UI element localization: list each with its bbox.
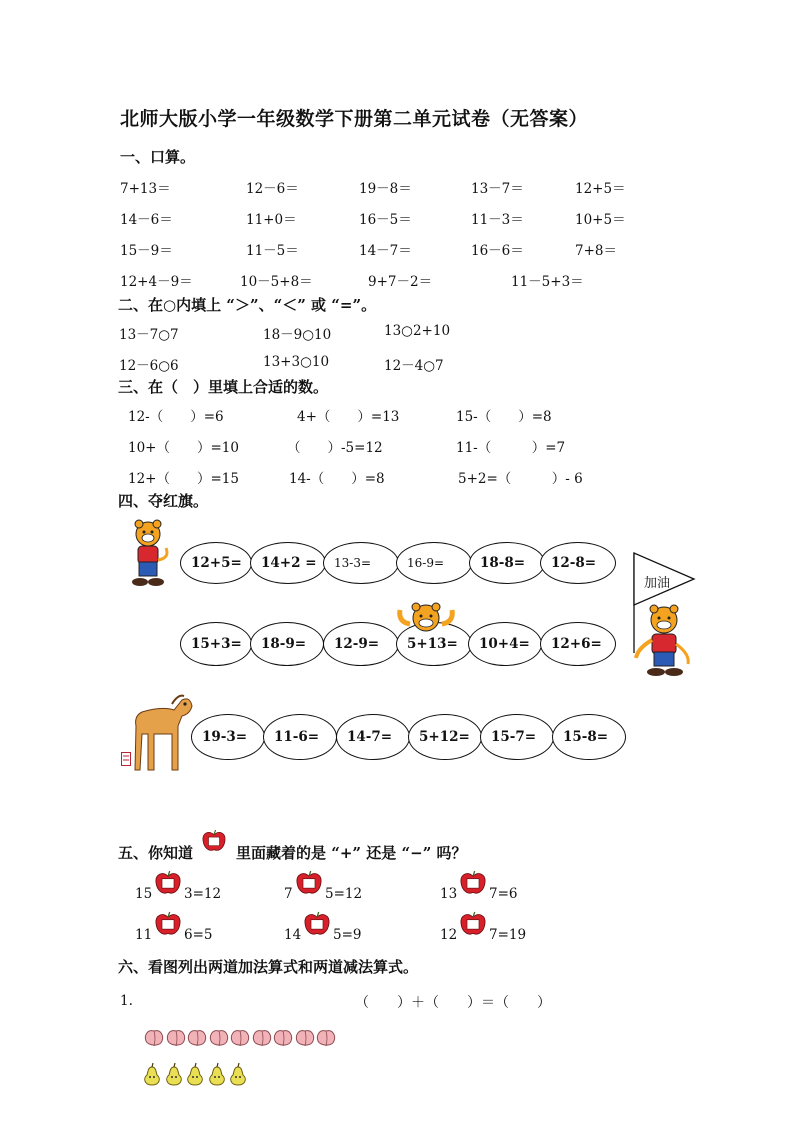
calc-item: 10+5＝ [575, 212, 626, 228]
apple-icon [304, 912, 330, 936]
calc-item: 11－3＝ [471, 212, 524, 228]
section-1-heading: 一、口算。 [120, 148, 196, 166]
page-title: 北师大版小学一年级数学下册第二单元试卷（无答案） [120, 108, 589, 130]
pear-icon [206, 1063, 228, 1087]
peach-icon [229, 1028, 251, 1048]
apple-icon [460, 912, 486, 936]
pear-icon [141, 1063, 163, 1087]
apple-icon [296, 871, 322, 895]
apple-eq-right: 3=12 [184, 886, 222, 902]
section-2-heading: 二、在○内填上 “＞”、“＜” 或 “=”。 [118, 296, 377, 314]
apple-eq-right: 5=12 [325, 886, 363, 902]
peach-icon [315, 1028, 337, 1048]
flag-oval: 11-6= [263, 714, 337, 760]
pear-icon [163, 1063, 185, 1087]
item-number: 1. [120, 993, 133, 1009]
tiger-illustration-left [126, 520, 174, 592]
apple-eq-left: 11 [135, 927, 153, 943]
compare-item: 12－4○7 [384, 358, 444, 374]
flag-oval: 16-9= [396, 542, 472, 584]
flag-oval: 15-7= [480, 714, 554, 760]
calc-item: 16－6＝ [471, 243, 524, 259]
section-6-heading: 六、看图列出两道加法算式和两道减法算式。 [118, 958, 419, 976]
compare-item: 18－9○10 [263, 327, 332, 343]
apple-icon [202, 830, 226, 852]
calc-item: 14－6＝ [120, 212, 173, 228]
peach-icon [294, 1028, 316, 1048]
flag-oval: 14+2 = [250, 542, 326, 584]
calc-item: 7+8＝ [575, 243, 617, 259]
peach-icon [143, 1028, 165, 1048]
apple-eq-left: 13 [440, 886, 458, 902]
flag-oval: 5+12= [408, 714, 482, 760]
equation-template: （ ）＋（ ）＝（ ） [355, 995, 551, 1011]
tiger-illustration-right [632, 604, 694, 682]
apple-icon [155, 912, 181, 936]
calc-item: 19－8＝ [359, 181, 412, 197]
calc-item: 11－5+3＝ [511, 274, 584, 290]
apple-eq-left: 14 [284, 927, 302, 943]
compare-item: 13－7○7 [119, 327, 179, 343]
apple-icon [155, 871, 181, 895]
section-4-heading: 四、夺红旗。 [118, 492, 209, 510]
fill-blank-item: 4+（ ）=13 [297, 409, 400, 425]
flag-oval: 19-3= [191, 714, 265, 760]
pear-icon [184, 1063, 206, 1087]
flag-oval: 13-3= [323, 542, 399, 584]
calc-item: 16－5＝ [359, 212, 412, 228]
calc-item: 12+5＝ [575, 181, 626, 197]
fill-blank-item: （ ）-5=12 [287, 440, 383, 456]
fill-blank-item: 10+（ ）=10 [128, 440, 239, 456]
fill-blank-item: 14-（ ）=8 [289, 471, 385, 487]
peach-icon [186, 1028, 208, 1048]
compare-item: 12－6○6 [119, 358, 179, 374]
calc-item: 10－5+8＝ [240, 274, 313, 290]
fill-blank-item: 5+2=（ ）- 6 [458, 471, 583, 487]
flag-oval: 12-8= [540, 542, 616, 584]
apple-eq-right: 7=6 [489, 886, 518, 902]
pear-icon [227, 1063, 249, 1087]
flag-oval: 15-8= [552, 714, 626, 760]
section-5-heading-pre: 五、你知道 [118, 844, 194, 862]
calc-item: 12+4－9＝ [120, 274, 193, 290]
fill-blank-item: 12+（ ）=15 [128, 471, 239, 487]
flag-oval: 15+3= [180, 622, 252, 666]
apple-eq-right: 5=9 [333, 927, 362, 943]
seal-stamp [121, 752, 131, 766]
flag-oval: 12+6= [540, 622, 616, 666]
calc-item: 7+13＝ [120, 181, 171, 197]
apple-icon [460, 871, 486, 895]
flag-oval: 5+13= [396, 622, 472, 666]
apple-eq-left: 15 [135, 886, 153, 902]
calc-item: 15－9＝ [120, 243, 173, 259]
apple-eq-right: 7=19 [489, 927, 527, 943]
peach-icon [251, 1028, 273, 1048]
flag-oval: 14-7= [336, 714, 410, 760]
section-3-heading: 三、在（ ）里填上合适的数。 [118, 378, 329, 396]
peach-icon [208, 1028, 230, 1048]
flag-text: 加油 [644, 576, 671, 591]
calc-item: 12－6＝ [246, 181, 299, 197]
apple-eq-left: 12 [440, 927, 458, 943]
apple-eq-left: 7 [284, 886, 293, 902]
calc-item: 13－7＝ [471, 181, 524, 197]
section-5-heading-post: 里面藏着的是 “+” 还是 “−” 吗？ [236, 844, 467, 862]
apple-eq-right: 6=5 [184, 927, 213, 943]
calc-item: 9+7－2＝ [368, 274, 433, 290]
calc-item: 11－5＝ [246, 243, 299, 259]
flag-oval: 12+5= [180, 542, 252, 584]
fill-blank-item: 15-（ ）=8 [456, 409, 552, 425]
tiger-illustration-middle [396, 602, 456, 642]
flag-oval: 18-9= [250, 622, 324, 666]
calc-item: 14－7＝ [359, 243, 412, 259]
flag-oval: 10+4= [468, 622, 542, 666]
horse-illustration [132, 686, 196, 774]
flag-oval: 18-8= [469, 542, 545, 584]
compare-item: 13+3○10 [263, 354, 330, 370]
flag-oval: 12-9= [323, 622, 399, 666]
fill-blank-item: 12-（ ）=6 [128, 409, 224, 425]
calc-item: 11+0＝ [246, 212, 297, 228]
compare-item: 13○2+10 [384, 323, 451, 339]
peach-icon [165, 1028, 187, 1048]
peach-icon [272, 1028, 294, 1048]
fill-blank-item: 11-（ ）=7 [456, 440, 566, 456]
